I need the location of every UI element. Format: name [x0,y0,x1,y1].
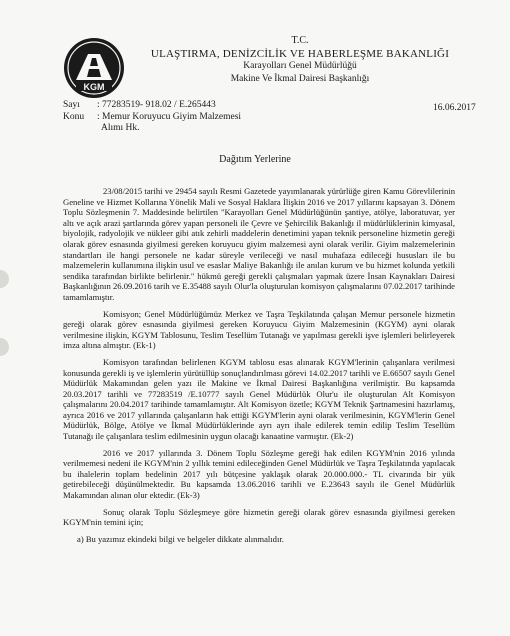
header-organization: Karayolları Genel Müdürlüğü [243,61,357,71]
distribution-line: Dağıtım Yerlerine [219,154,291,165]
list-item: a) Bu yazımız ekindeki bilgi ve belgeler dikkate alınmalıdır. [77,533,284,544]
punch-hole [0,270,9,288]
konu-value-continued: Alımı Hk. [101,123,140,133]
document-body [63,186,455,550]
body-paragraph: 23/08/2015 tarihi ve 29454 sayılı Resmi Gazetede yayımlanarak yürürlüğe giren Kamu Görevlilerinin Geneline ve Hizmet Kollarına Yönelik Mali ve Sosyal Haklara İlişkin 2016 ve 2017 yıllarını kapsayan 3. Dönem Toplu Sözleşmenin 7. Maddesinde belirtilen "Karayolları Genel Müdürlüğünün şantiye, atölye, laboratuvar, yer altı ve açık arazi şartlarında görev yapan personeli ile Çevre ve Şehircilik Bakanlığı il müdürlüklerinin kimyasal, biyolojik, radyolojik ve nükleer gibi atık zehirli maddelerin denetimini yapan teknik personeline hizmetin gereği olarak görev esnasında giyilmesi gereken koruyucu giyim malzemesi ayni olarak verilir. Giyim malzemelerinin standartları ile hangi personele ne kadar süreyle verileceği ve nasıl muhafaza edileceği hususları ile bu malzemelerin kullanımına ilişkin usul ve esaslar Maliye Bakanlığı ile anılan kurum ve bu hizmet kolunda yetkili sendika tarafından birlikte belirlenir." hükmü gereği gerekli çalışmaları yapmak üzere İnsan Kaynakları Dairesi Başkanlığının 26.09.2016 tarih ve E.35488 sayılı Olur'la oluşturulan komisyon çalışmalarını 07.02.2017 tarihinde tamamlamıştır. [63,186,455,302]
konu-label: Konu [63,112,85,122]
sayi-value: : 77283519- 918.02 / E.265443 [97,100,216,110]
sayi-line [63,100,216,110]
body-paragraph: Sonuç olarak Toplu Sözleşmeye göre hizmetin gereği olarak görev esnasında giyilmesi gereken KGYM'nin temini için; [63,506,455,528]
document-date: 16.06.2017 [433,103,476,113]
konu-line [63,112,241,122]
body-paragraph: Komisyon; Genel Müdürlüğümüz Merkez ve Taşra Teşkilatında çalışan Memur personele hizmetin gereği olarak görev esnasında giyilmesi gereken Koruyucu Giyim Malzemesinin (KGYM) ayni olarak verilmesine ilişkin, KGYM Tablosunu, Teslim Tesellüm Tutanağı ve yapılması gerekli işve işlemleri belirleyerek imza altına almıştır. (Ek-1) [63,308,455,351]
header-ministry: ULAŞTIRMA, DENİZCİLİK VE HABERLEŞME BAKANLIĞI [150,48,450,60]
header-tc: T.C. [291,35,309,46]
logo-text: KGM [83,82,105,92]
body-paragraph: 2016 ve 2017 yıllarında 3. Dönem Toplu Sözleşme gereği hak edilen KGYM'nin 2016 yılında verilmemesi nedeni ile KGYM'nin 2 yıllık temini edileceğinden Genel Müdürlük ve Taşra Teşkilatında yapılacak bu ihalelerin toplam bedelinin 2017 yılı bütçesine yaklaşık olarak 20.000.000.- TL civarında bir yük getirebileceği düşünülmektedir. Bu kapsamda 13.06.2016 tarihli ve E.23643 sayılı ile Genel Müdürlük Makamından alınan olur ektedir. (Ek-3) [63,447,455,501]
punch-hole [0,338,9,356]
sayi-label: Sayı [63,100,80,110]
header-department: Makine Ve İkmal Dairesi Başkanlığı [230,74,370,84]
body-paragraph: Komisyon tarafından belirlenen KGYM tablosu esas alınarak KGYM'lerinin çalışanlara verilmesi konusunda gerekli iş ve işlemlerin yürütüllüp sonuçlandırılması görevi 14.02.2017 tarihli ve E.66507 sayılı Genel Müdürlük Makamından gelen yazı ile Makine ve İkmal Dairesi Başkanlığına verilmiştir. Bu kapsamda 20.03.2017 tarihli ve 77283519 /E.10777 sayılı Genel Müdürlük Olur'u ile oluşturulan Alt Komisyon çalışmalarını 20.04.2017 tarihinde tamamlamıştır. Alt Komisyon özetle; KGYM Teknik Şartnamesini hazırlamış, ayrıca 2016 ve 2017 yıllarında çalışanların hak ettiği KGYM'lerin ayni olarak verilmesinin, KGYM'lerin Genel Müdürlük, Bölge, Atölye ve İkmal Müdürlüklerinde ayrı ayrı ihale edilerek temin edilip Teslim Tesellüm Tutanağı ile çalışanlara teslim edilmesinin uygun olacağı kanaatine varmıştır. (Ek-2) [63,356,455,442]
konu-value: : Memur Koruyucu Giyim Malzemesi [97,112,242,122]
